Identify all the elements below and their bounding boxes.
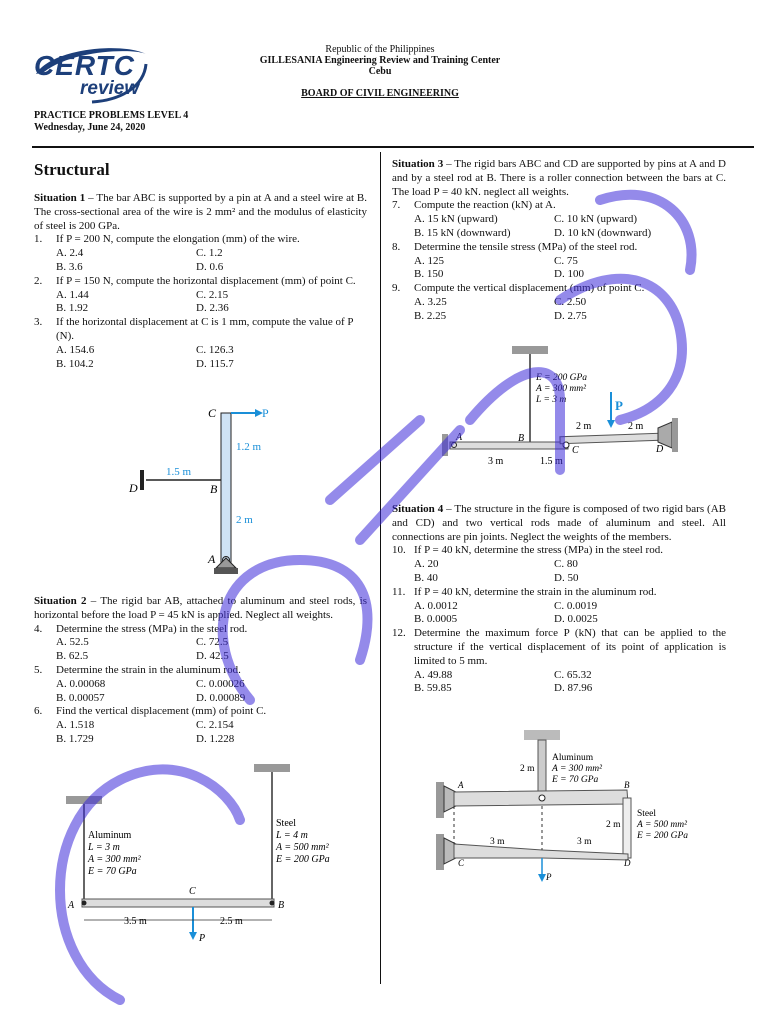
figure-situation-2 — [62, 760, 330, 950]
question-text: If P = 40 kN, determine the strain in the aluminum rod. — [414, 585, 657, 598]
logo-main-text: CERTC — [34, 50, 135, 81]
label-a: A — [458, 780, 464, 790]
choice-c: C. 2.50 — [554, 295, 587, 308]
choice-b: B. 62.5 — [56, 650, 89, 663]
choice-d: D. 0.6 — [196, 260, 224, 273]
header-board: BOARD OF CIVIL ENGINEERING — [301, 88, 459, 99]
question-number: 9. — [392, 282, 401, 295]
situation-2 — [34, 595, 367, 747]
choice-d: D. 87.96 — [554, 682, 593, 695]
question-number: 6. — [34, 705, 43, 718]
label-b: B — [518, 433, 525, 444]
logo-sub-text: review — [80, 78, 140, 99]
dim-2-5m: 2.5 m — [220, 916, 243, 927]
dim-al-2m: 2 m — [520, 764, 535, 774]
question-number: 11. — [392, 585, 406, 598]
choice-a: A. 1.44 — [56, 288, 89, 301]
situation-3-label: Situation 3 — [392, 158, 444, 170]
choice-b: B. 104.2 — [56, 357, 94, 370]
st-length: L = 4 m — [276, 830, 308, 841]
question-5 — [34, 664, 367, 705]
choice-a: A. 154.6 — [56, 343, 95, 356]
dim-2m-right: 2 m — [628, 421, 644, 432]
dim-3m: 3 m — [488, 456, 504, 467]
label-d: D — [129, 481, 138, 495]
choice-b: B. 150 — [414, 268, 444, 281]
choice-d: D. 100 — [554, 268, 584, 281]
choice-d: D. 50 — [554, 571, 579, 584]
header-city: Cebu — [368, 66, 392, 77]
choice-a: A. 15 kN (upward) — [414, 213, 498, 226]
question-8 — [392, 241, 726, 282]
question-12 — [392, 627, 726, 696]
choice-c: C. 2.15 — [196, 288, 229, 301]
situation-4-label: Situation 4 — [392, 503, 444, 515]
label-p: P — [615, 398, 623, 413]
choice-c: C. 65.32 — [554, 668, 592, 681]
st-area: A = 500 mm² — [276, 842, 329, 853]
choice-c: C. 1.2 — [196, 247, 223, 260]
choice-b: B. 1.92 — [56, 302, 89, 315]
situation-3 — [392, 158, 726, 324]
label-a: A — [208, 552, 216, 566]
choice-d: D. 10 kN (downward) — [554, 226, 652, 239]
label-b: B — [624, 780, 630, 790]
question-number: 3. — [34, 316, 43, 329]
situation-2-text — [34, 595, 367, 623]
choice-c: C. 0.0019 — [554, 599, 598, 612]
choice-b: B. 3.6 — [56, 260, 83, 273]
question-number: 7. — [392, 199, 401, 212]
choice-a: A. 125 — [414, 254, 444, 267]
choice-a: A. 0.0012 — [414, 599, 458, 612]
rod-modulus: E = 200 GPa — [536, 373, 588, 383]
choice-c: C. 80 — [554, 558, 578, 571]
al-label: Aluminum — [552, 753, 594, 763]
section-title: Structural — [34, 160, 110, 179]
situation-4-text — [392, 503, 726, 544]
situation-1-body: – The bar ABC is supported by a pin at A and a steel wire at B. The cross-sectional area of the wire is 2 mm² and the modulus of elasticity of steel is 200 GPa. — [34, 192, 368, 232]
choice-c: C. 10 kN (upward) — [554, 213, 638, 226]
question-text: Compute the vertical displacement (mm) of point C. — [414, 282, 645, 295]
label-d: D — [624, 858, 631, 868]
st-modulus: E = 200 GPa — [276, 854, 330, 865]
dim-2m-left: 2 m — [576, 421, 592, 432]
choice-d: D. 0.0025 — [554, 613, 598, 626]
choice-c: C. 2.154 — [196, 719, 234, 732]
situation-1-label: Situation 1 — [34, 192, 86, 204]
rod-length: L = 3 m — [536, 395, 567, 405]
header-center-name: GILLESANIA Engineering Review and Training Center — [259, 55, 501, 66]
st-label: Steel — [637, 809, 656, 819]
dim-2m: 2 m — [236, 514, 253, 526]
choice-d: D. 115.7 — [196, 357, 234, 370]
question-text: Determine the stress (MPa) in the steel rod. — [56, 622, 248, 635]
situation-4-body: – The structure in the figure is composed of two rigid bars (AB and CD) and two vertical rods made of aluminum and steel. All connections are pin joints. Neglect the weights of the members. — [392, 503, 726, 543]
header-divider — [32, 146, 754, 148]
question-7 — [392, 199, 726, 240]
choice-a: A. 3.25 — [414, 295, 447, 308]
label-c: C — [572, 445, 579, 456]
dim-st-2m: 2 m — [606, 820, 621, 830]
certc-logo — [32, 44, 150, 106]
practice-level: PRACTICE PROBLEMS LEVEL 4 — [34, 110, 189, 121]
label-d: D — [656, 444, 664, 455]
question-number: 4. — [34, 622, 43, 635]
question-number: 12. — [392, 627, 406, 640]
label-a: A — [456, 432, 463, 443]
choice-a: A. 0.00068 — [56, 677, 106, 690]
label-a: A — [68, 900, 75, 911]
rod-area: A = 300 mm² — [536, 384, 586, 394]
choice-c: C. 126.3 — [196, 343, 234, 356]
choice-d: D. 42.5 — [196, 650, 229, 663]
question-text: Determine the tensile stress (MPa) of the steel rod. — [414, 240, 638, 253]
question-text: Compute the reaction (kN) at A. — [414, 199, 556, 212]
question-text: If P = 40 kN, determine the stress (MPa) in the steel rod. — [414, 544, 663, 557]
situation-2-label: Situation 2 — [34, 595, 87, 607]
choice-c: C. 0.00026 — [196, 677, 245, 690]
situation-4 — [392, 503, 726, 696]
choice-b: B. 0.00057 — [56, 691, 105, 704]
question-number: 8. — [392, 240, 401, 253]
dim-1-5m: 1.5 m — [540, 456, 563, 467]
situation-1 — [34, 192, 367, 371]
al-area: A = 300 mm² — [88, 854, 141, 865]
question-3 — [34, 316, 367, 371]
doc-date: Wednesday, June 24, 2020 — [34, 122, 146, 133]
choice-b: B. 15 kN (downward) — [414, 226, 511, 239]
question-number: 10. — [392, 544, 406, 557]
question-number: 1. — [34, 233, 43, 246]
al-modulus: E = 70 GPa — [552, 775, 599, 785]
al-modulus: E = 70 GPa — [88, 866, 137, 877]
choice-b: B. 1.729 — [56, 732, 94, 745]
al-label: Aluminum — [88, 830, 132, 841]
choice-a: A. 20 — [414, 558, 439, 571]
choice-b: B. 2.25 — [414, 309, 447, 322]
situation-1-text — [34, 192, 367, 233]
label-b: B — [210, 482, 218, 496]
question-9 — [392, 282, 726, 323]
choice-b: B. 40 — [414, 571, 438, 584]
choice-a: A. 1.518 — [56, 719, 95, 732]
label-p: P — [199, 933, 206, 944]
choice-d: D. 0.00089 — [196, 691, 246, 704]
column-divider — [380, 152, 381, 984]
question-text: Determine the strain in the aluminum rod. — [56, 663, 241, 676]
choice-a: A. 2.4 — [56, 247, 84, 260]
situation-3-text — [392, 158, 726, 199]
question-number: 5. — [34, 663, 43, 676]
choice-a: A. 49.88 — [414, 668, 453, 681]
al-length: L = 3 m — [88, 842, 120, 853]
question-2 — [34, 275, 367, 316]
choice-a: A. 52.5 — [56, 636, 89, 649]
al-area: A = 300 mm² — [552, 764, 602, 774]
choice-d: D. 1.228 — [196, 732, 235, 745]
choice-b: B. 59.85 — [414, 682, 452, 695]
question-text: Find the vertical displacement (mm) of point C. — [56, 705, 267, 718]
choice-d: D. 2.75 — [554, 309, 587, 322]
dim-3m-left: 3 m — [490, 837, 505, 847]
header-republic: Republic of the Philippines — [325, 44, 435, 55]
question-text: If P = 200 N, compute the elongation (mm) of the wire. — [56, 233, 300, 246]
question-11 — [392, 586, 726, 627]
choice-b: B. 0.0005 — [414, 613, 458, 626]
choice-c: C. 72.5 — [196, 636, 229, 649]
figure-situation-3 — [440, 340, 690, 470]
choice-c: C. 75 — [554, 254, 578, 267]
choice-d: D. 2.36 — [196, 302, 229, 315]
dim-3-5m: 3.5 m — [124, 916, 147, 927]
question-text: Determine the maximum force P (kN) that can be applied to the structure if the vertical displacement of its point of application is limited to 5 mm. — [414, 627, 726, 667]
st-area: A = 500 mm² — [637, 820, 687, 830]
dim-1-5m: 1.5 m — [166, 466, 192, 478]
figure-situation-4 — [432, 726, 702, 891]
label-b: B — [278, 900, 285, 911]
label-c: C — [458, 858, 465, 868]
question-10 — [392, 544, 726, 585]
st-label: Steel — [276, 818, 296, 829]
question-text: If the horizontal displacement at C is 1 mm, compute the value of P (N). — [56, 316, 354, 342]
question-text: If P = 150 N, compute the horizontal displacement (mm) of point C. — [56, 274, 356, 287]
question-6 — [34, 705, 367, 746]
dim-1-2m: 1.2 m — [236, 441, 262, 453]
figure-situation-1 — [120, 400, 290, 580]
label-c: C — [208, 406, 217, 420]
label-p: P — [546, 872, 552, 882]
situation-3-body: – The rigid bars ABC and CD are supported by pins at A and D and by a steel rod at B. There is a roller connection between the bars at C. The load P = 40 kN. neglect all weights. — [392, 158, 726, 198]
dim-3m-right: 3 m — [577, 837, 592, 847]
label-p: P — [262, 406, 269, 420]
question-1 — [34, 233, 367, 274]
label-c: C — [189, 886, 196, 897]
st-modulus: E = 200 GPa — [637, 831, 689, 841]
question-number: 2. — [34, 274, 43, 287]
situation-2-body: – The rigid bar AB, attached to aluminum and steel rods, is horizontal before the load P = 45 kN is applied. Neglect all weights. — [34, 595, 367, 621]
question-4 — [34, 623, 367, 664]
